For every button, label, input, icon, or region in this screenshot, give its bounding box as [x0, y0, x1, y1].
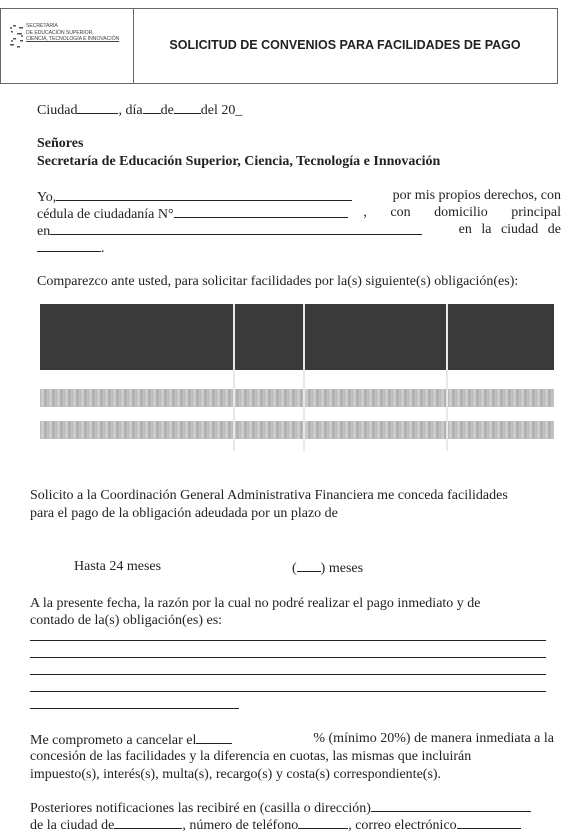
razon-answer-line[interactable]	[30, 674, 546, 675]
notificaciones-line-1: Posteriores notificaciones las recibiré en (casilla o dirección)	[30, 798, 531, 818]
cedula-field[interactable]	[174, 204, 348, 218]
meses-field[interactable]	[297, 558, 321, 572]
nombre-field[interactable]	[56, 187, 352, 201]
notificaciones-line-2: de la ciudad de , número de teléfono , correo electrónico	[30, 815, 521, 835]
telefono-field[interactable]	[298, 815, 348, 829]
identity-line-4: .	[37, 238, 105, 258]
comparezco-text: Comparezco ante usted, para solicitar facilidades por la(s) siguiente(s) obligación(es):	[37, 274, 519, 289]
salutation: Señores	[37, 136, 84, 151]
column-divider	[303, 304, 305, 451]
porcentaje-field[interactable]	[196, 730, 232, 744]
plazo-meses: ( ) meses	[292, 558, 363, 578]
ciudad-notificacion-field[interactable]	[114, 815, 182, 829]
form-header	[0, 8, 558, 84]
addressee: Secretaría de Educación Superior, Ciencia, Tecnología e Innovación	[37, 154, 441, 169]
razon-line-2: contado de la(s) obligación(es) es:	[30, 613, 223, 628]
form-title: SOLICITUD DE CONVENIOS PARA FACILIDADES DE PAGO	[169, 38, 521, 52]
column-divider	[446, 304, 448, 451]
compromiso-line-2: concesión de las facilidades y la diferencia en cuotas, las mismas que incluirán	[30, 749, 472, 764]
compromiso-line-1: Me comprometo a cancelar el % (mínimo 20%) de manera inmediata a la	[30, 731, 554, 748]
ciudad-field[interactable]	[77, 100, 118, 114]
domicilio-field[interactable]	[50, 221, 422, 235]
identity-line-2: cédula de ciudadanía N° , con domicilio principal	[37, 205, 561, 222]
date-line: Ciudad , día de del 20_	[37, 100, 242, 120]
column-divider	[233, 304, 235, 451]
table-row	[40, 421, 554, 439]
razon-answer-line[interactable]	[30, 691, 546, 692]
identity-line-3: en en la ciudad de	[37, 222, 561, 239]
mes-field[interactable]	[174, 100, 201, 114]
dia-field[interactable]	[143, 100, 161, 114]
compromiso-line-3: impuesto(s), interés(s), multa(s), recargo(s) y costa(s) correspondiente(s).	[30, 767, 442, 782]
table-header-row	[40, 304, 554, 370]
razon-line-1: A la presente fecha, la razón por la cual no podré realizar el pago inmediato y de	[30, 596, 481, 611]
table-row	[40, 389, 554, 407]
ciudad-domicilio-field[interactable]	[37, 238, 101, 252]
solicito-line-1: Solicito a la Coordinación General Administrativa Financiera me conceda facilidades	[30, 488, 508, 503]
plazo-option: Hasta 24 meses	[74, 559, 162, 574]
razon-answer-line[interactable]	[30, 708, 239, 709]
obligations-table	[40, 304, 554, 451]
correo-field[interactable]	[457, 815, 521, 829]
direccion-field[interactable]	[371, 798, 531, 812]
razon-answer-line[interactable]	[30, 640, 546, 641]
solicito-line-2: para el pago de la obligación adeudada por un plazo de	[30, 506, 338, 521]
identity-line-1: Yo, por mis propios derechos, con	[37, 188, 561, 205]
logo-text: SECRETARÍA DE EDUCACIÓN SUPERIOR, CIENCIA, TECNOLOGÍA E INNOVACIÓN	[26, 23, 120, 42]
razon-answer-line[interactable]	[30, 657, 546, 658]
